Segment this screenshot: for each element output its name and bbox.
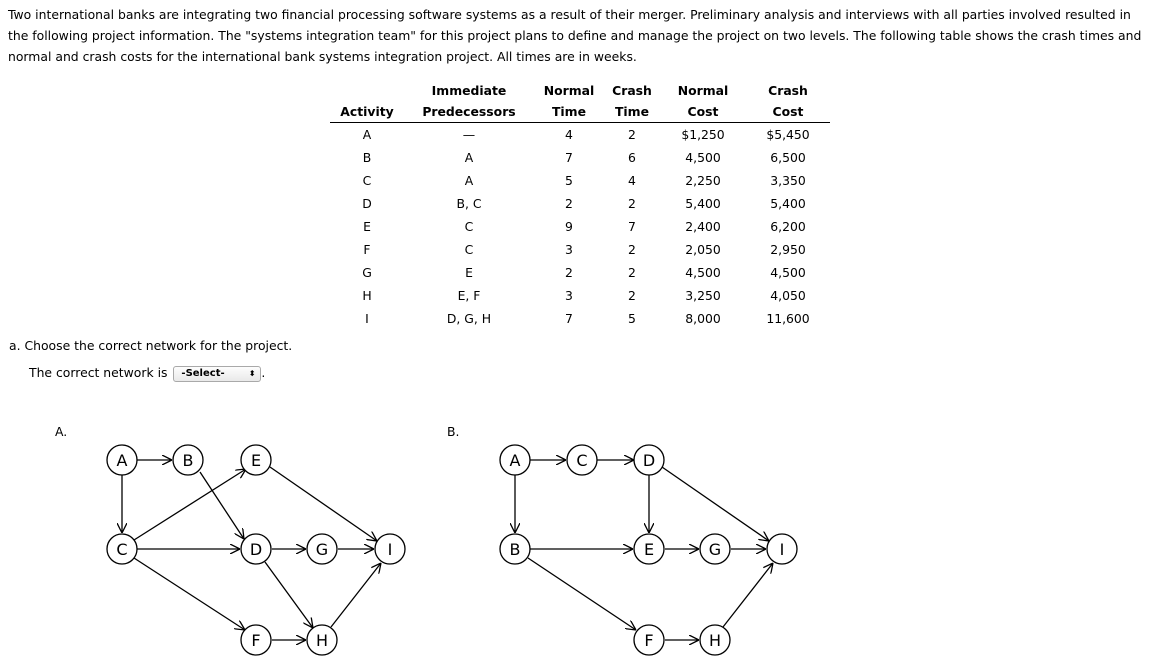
node-a-A — [107, 445, 137, 475]
svg-text:H: H — [315, 631, 329, 650]
svg-text:F: F — [644, 631, 654, 650]
edge-b-H-I — [723, 563, 773, 627]
svg-text:C: C — [116, 540, 128, 559]
node-b-F — [634, 625, 664, 655]
answer-prefix: The correct network is — [29, 365, 168, 380]
node-b-G — [700, 534, 730, 564]
svg-text:B: B — [182, 451, 194, 470]
edge-a-C-E — [134, 469, 246, 540]
table-row: H E, F 3 2 3,250 4,050 — [362, 288, 806, 303]
edge-a-E-I — [270, 467, 377, 541]
edge-a-D-H — [265, 562, 313, 628]
edge-b-B-F — [528, 558, 636, 630]
edge-a-H-I — [331, 563, 381, 627]
svg-text:D: D — [642, 451, 656, 470]
col-predecessors: Immediate Predecessors — [404, 80, 534, 123]
svg-text:H: H — [708, 631, 722, 650]
option-b-label: B. — [447, 424, 460, 439]
answer-period: . — [261, 365, 266, 380]
svg-text:G: G — [708, 540, 722, 559]
svg-text:G: G — [315, 540, 329, 559]
node-a-G — [307, 534, 337, 564]
edge-a-B-D — [200, 472, 244, 539]
table-row: B A 7 6 4,500 6,500 — [362, 150, 806, 165]
node-a-H — [307, 625, 337, 655]
node-a-E — [241, 445, 271, 475]
table-row: I D, G, H 7 5 8,000 11,600 — [365, 311, 810, 326]
svg-text:E: E — [643, 540, 655, 559]
node-a-I — [375, 534, 405, 564]
problem-intro: Two international banks are integrating two financial processing software systems as a result of their merger. Preliminary analysis and interviews with all parties involved resulted in the following project information. The "systems integration team" for this project plans to define and manage the project on two levels. The following table shows the crash times and normal and crash costs for the international bank systems integration project. All times are in weeks. — [8, 7, 1142, 64]
svg-text:B: B — [509, 540, 521, 559]
network-a-nodes — [107, 445, 405, 655]
edge-b-D-I — [662, 467, 769, 541]
col-normal-cost: Normal Cost — [660, 80, 746, 123]
col-normal-time: Normal Time — [534, 80, 604, 123]
node-a-B — [173, 445, 203, 475]
node-b-I — [767, 534, 797, 564]
svg-text:F: F — [251, 631, 261, 650]
node-b-B — [500, 534, 530, 564]
col-crash-time: Crash Time — [604, 80, 660, 123]
node-b-C — [567, 445, 597, 475]
node-a-D — [241, 534, 271, 564]
table-row: A — 4 2 $1,250 $5,450 — [362, 127, 810, 142]
node-b-H — [700, 625, 730, 655]
network-select-value: -Select- — [181, 367, 225, 379]
table-row: D B, C 2 2 5,400 5,400 — [362, 196, 806, 211]
svg-text:C: C — [576, 451, 588, 470]
table-row: C A 5 4 2,250 3,350 — [362, 173, 806, 188]
node-b-D — [634, 445, 664, 475]
col-activity: Activity — [330, 80, 404, 123]
node-a-C — [107, 534, 137, 564]
edge-a-C-F — [134, 558, 245, 630]
table-row: F C 3 2 2,050 2,950 — [363, 242, 806, 257]
svg-text:I: I — [779, 540, 785, 559]
svg-text:A: A — [116, 451, 128, 470]
svg-text:D: D — [249, 540, 263, 559]
svg-text:E: E — [250, 451, 262, 470]
col-crash-cost: Crash Cost — [746, 80, 830, 123]
svg-text:I: I — [387, 540, 393, 559]
svg-text:A: A — [509, 451, 521, 470]
node-b-A — [500, 445, 530, 475]
node-a-F — [241, 625, 271, 655]
option-a-label: A. — [55, 424, 68, 439]
select-arrows-icon: ⬍ — [248, 368, 256, 378]
node-b-E — [634, 534, 664, 564]
question-prompt: a. Choose the correct network for the project. — [9, 338, 293, 353]
table-row: G E 2 2 4,500 4,500 — [362, 265, 806, 280]
table-row: E C 9 7 2,400 6,200 — [363, 219, 806, 234]
